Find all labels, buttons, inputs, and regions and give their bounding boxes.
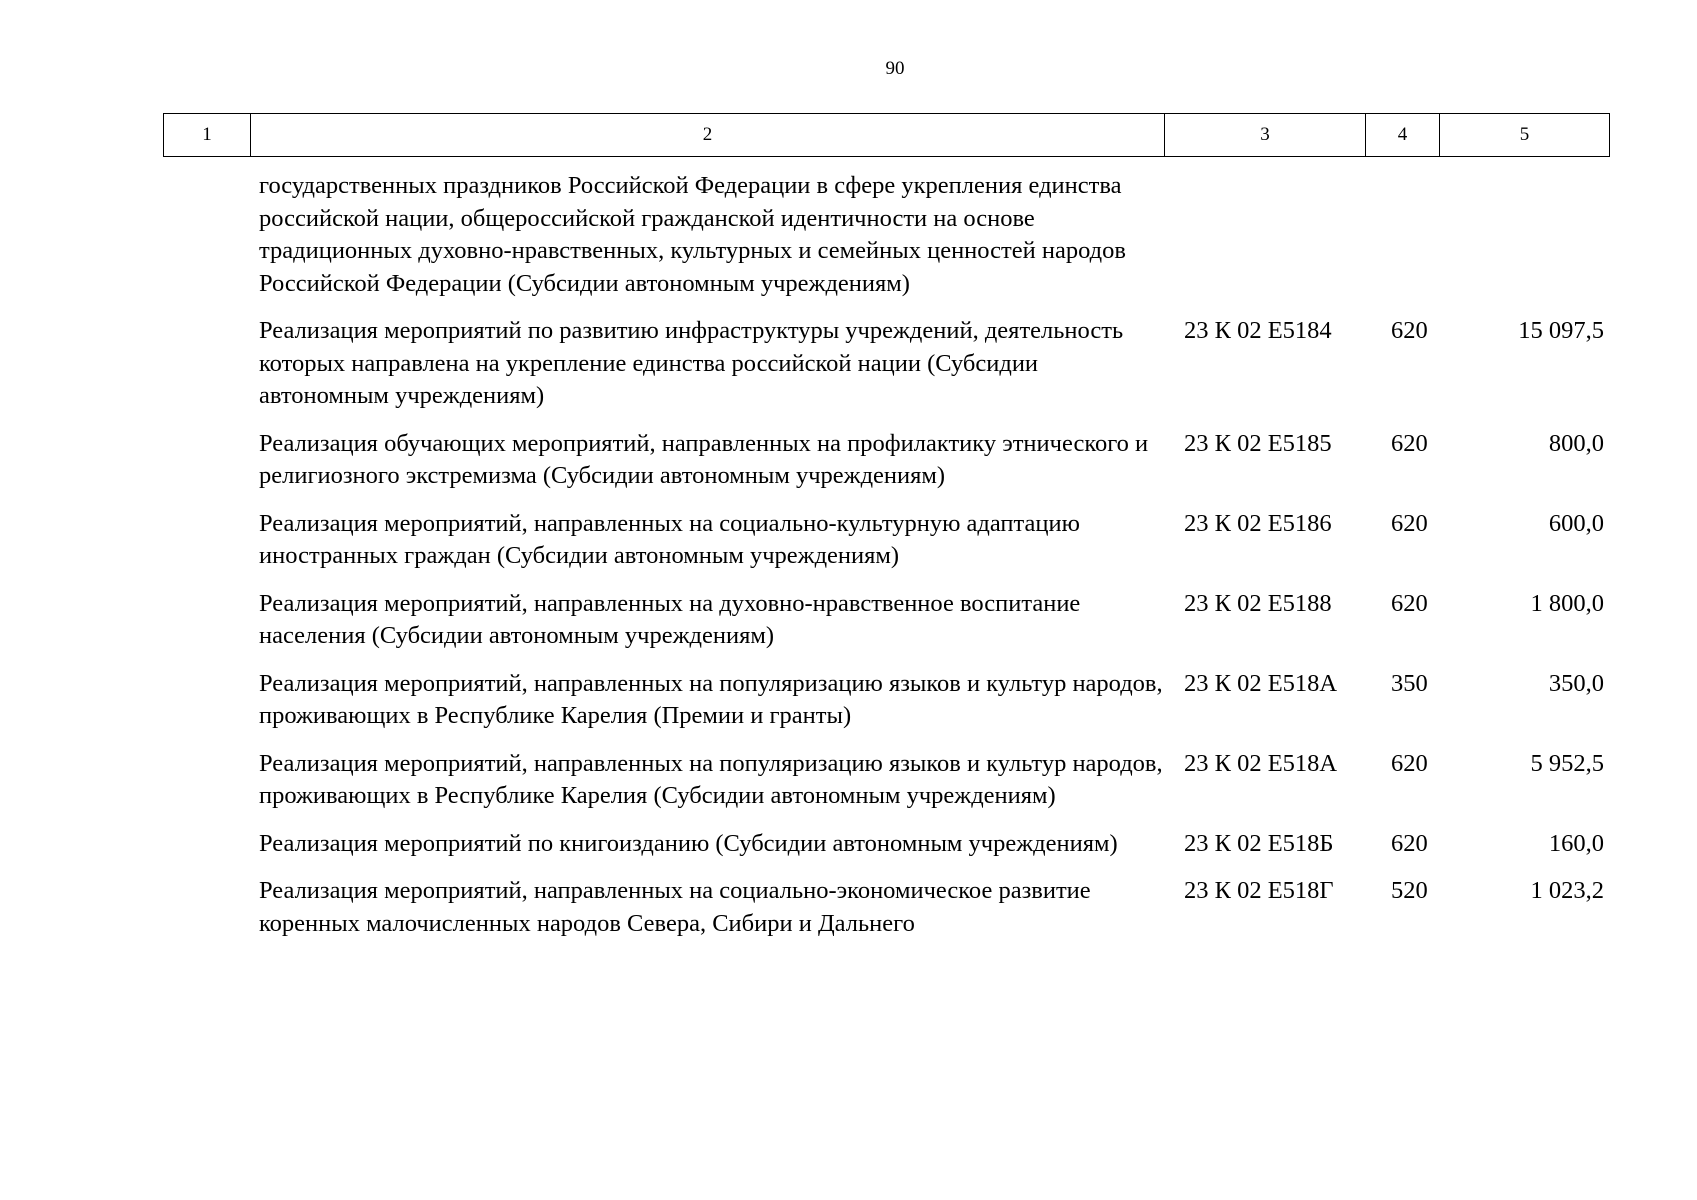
row-amount: 15 097,5 [1518,317,1604,344]
table-row [259,828,1604,861]
row-code: 23 К 02 E518А [1184,749,1338,777]
header-col-1: 1 [164,114,251,156]
row-amount: 5 952,5 [1530,749,1604,777]
row-description: Реализация обучающих мероприятий, направленных на профилактику этнического и религиозного экстремизма (Субсидии автономным учреждениям) [259,429,1149,489]
header-col-2: 2 [251,114,1165,156]
row-code: 23 К 02 E5186 [1184,509,1332,537]
row-type: 520 [1391,877,1428,904]
row-amount: 1 023,2 [1530,877,1604,904]
row-description: Реализация мероприятий, направленных на социально-экономическое развитие коренных малочисленных народов Севера, Сибири и Дальнего [259,877,1091,937]
table-body [259,170,1604,955]
header-col-3: 3 [1165,114,1366,156]
header-col-4: 4 [1366,114,1440,156]
row-description: Реализация мероприятий, направленных на социально-культурную адаптацию иностранных граждан (Субсидии автономным учреждениям) [259,509,1080,569]
row-type: 620 [1391,829,1428,857]
row-code: 23 К 02 E518А [1184,669,1338,697]
table-row [259,748,1604,813]
table-row [259,315,1604,413]
row-type: 620 [1391,317,1428,344]
table-header [163,113,1610,157]
row-description: Реализация мероприятий, направленных на популяризацию языков и культур народов, проживающих в Республике Карелия (Премии и гранты) [259,669,1163,729]
row-amount: 350,0 [1548,669,1604,697]
row-type: 350 [1391,669,1428,697]
row-code: 23 К 02 E5188 [1184,589,1332,617]
row-amount: 1 800,0 [1530,589,1604,617]
row-amount: 800,0 [1548,429,1604,457]
row-type: 620 [1391,749,1428,777]
table-row [259,875,1604,940]
row-description: Реализация мероприятий, направленных на духовно-нравственное воспитание населения (Субсидии автономным учреждениям) [259,589,1081,649]
row-description: Реализация мероприятий по книгоизданию (Субсидии автономным учреждениям) [259,829,1118,857]
row-code: 23 К 02 E5185 [1184,429,1332,457]
row-code: 23 К 02 E518Г [1184,877,1334,904]
row-description: государственных праздников Российской Федерации в сфере укрепления единства российской нации, общероссийской гражданской идентичности на основе традиционных духовно-нравственных, культурных и семейных ценностей народов Российской Федерации (Субсидии автономным учреждениям) [259,172,1126,297]
table-row [259,170,1604,300]
row-type: 620 [1391,509,1428,537]
header-col-5: 5 [1519,124,1530,145]
row-amount: 160,0 [1548,829,1604,857]
table-row [259,588,1604,653]
table-row [259,668,1604,733]
row-type: 620 [1391,589,1428,617]
row-code: 23 К 02 E518Б [1184,829,1334,857]
table-row [259,428,1604,493]
row-type: 620 [1391,429,1428,457]
row-code: 23 К 02 E5184 [1184,317,1332,344]
page-number: 90 [885,58,905,79]
row-amount: 600,0 [1548,509,1604,537]
row-description: Реализация мероприятий по развитию инфраструктуры учреждений, деятельность которых направлена на укрепление единства российской нации (Субсидии автономным учреждениям) [259,317,1124,409]
table-row [259,508,1604,573]
row-description: Реализация мероприятий, направленных на популяризацию языков и культур народов, проживающих в Республике Карелия (Субсидии автономным учреждениям) [259,749,1163,809]
